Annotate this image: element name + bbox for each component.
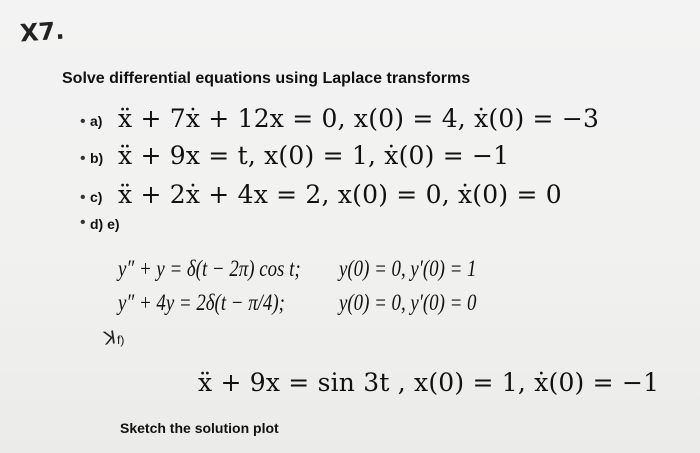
equation-f: ẍ + 9x = sin 3t , x(0) = 1, ẋ(0) = −1 xyxy=(198,368,660,397)
part-label-b: b) xyxy=(90,150,104,166)
equation-e: y″ + 4y = 2δ(t − π/4); xyxy=(118,290,285,315)
part-label-f: f) xyxy=(117,333,125,347)
problem-number: X7. xyxy=(19,16,66,48)
bullet-a: • xyxy=(80,113,86,130)
bullet-c: • xyxy=(80,189,86,206)
equation-b: ẍ + 9x = t, x(0) = 1, ẋ(0) = −1 xyxy=(118,141,510,170)
equation-a: ẍ + 7ẋ + 12x = 0, x(0) = 4, ẋ(0) = −3 xyxy=(118,104,600,133)
equation-c: ẍ + 2ẋ + 4x = 2, x(0) = 0, ẋ(0) = 0 xyxy=(118,180,562,209)
part-label-de: d) e) xyxy=(90,216,120,232)
equation-d-conditions: y(0) = 0, y′(0) = 1 xyxy=(339,256,477,281)
bullet-b: • xyxy=(80,150,86,167)
handwritten-mark: ꓘ xyxy=(102,327,118,350)
heading: Solve differential equations using Laplace transforms xyxy=(62,70,471,87)
part-label-a: a) xyxy=(90,113,103,129)
bullet-de: • xyxy=(80,214,86,231)
equation-d: y″ + y = δ(t − 2π) cos t; xyxy=(118,256,301,281)
part-label-c: c) xyxy=(90,189,103,205)
sketch-note: Sketch the solution plot xyxy=(120,420,279,436)
equation-e-conditions: y(0) = 0, y′(0) = 0 xyxy=(339,290,477,315)
